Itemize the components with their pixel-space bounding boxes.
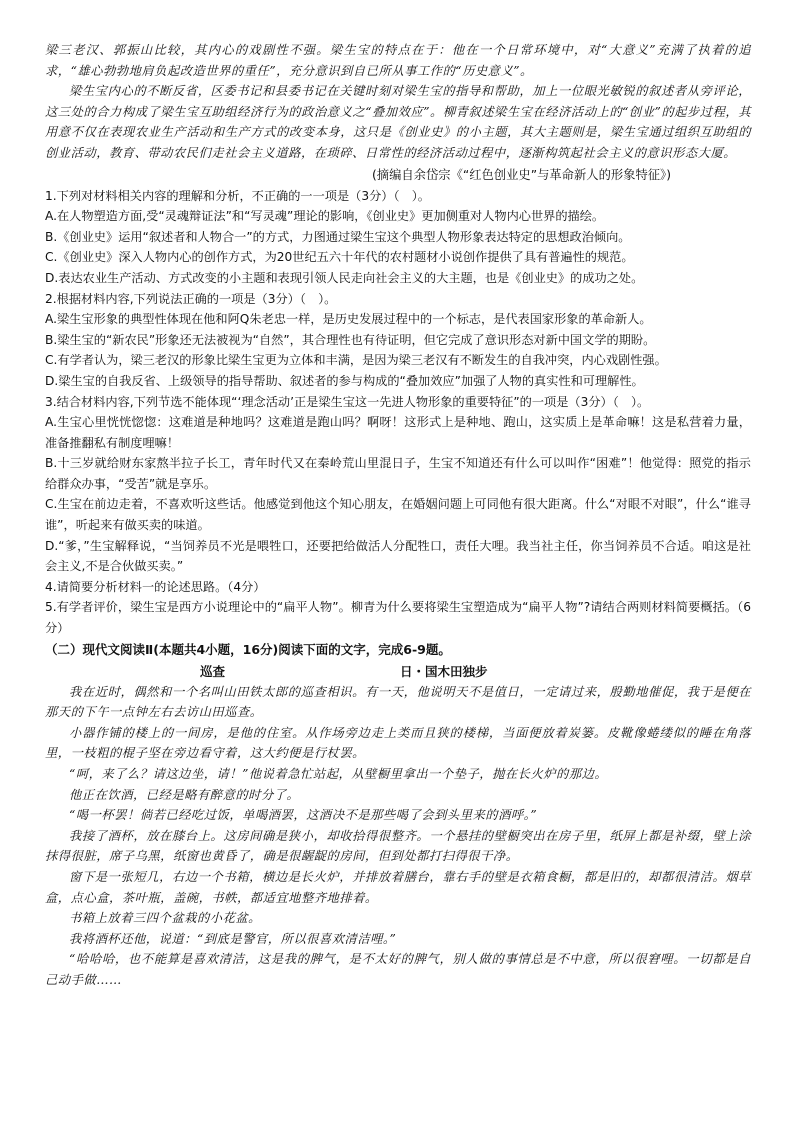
question-3-stem: 3.结合材料内容,下列节选不能体现“‘理念活动’正是梁生宝这一先进人物形象的重要特征”的一项是（3分）（ ）。 — [45, 394, 650, 409]
question-2-stem: 2.根据材料内容,下列说法正确的一项是（3分）（ ）。 — [45, 291, 337, 306]
question-3-option-b: B.十三岁就给财东家熬半拉子长工，青年时代又在秦岭荒山里混日子，生宝不知道还有什么可以叫作“困难”！他觉得：照党的指示给群众办事，“受苦”就是享乐。 — [45, 456, 751, 491]
question-1-option-c: C.《创业史》深入人物内心的创作方式，为20世纪五六十年代的农村题材小说创作提供了具有普遍性的规范。 — [45, 250, 634, 265]
question-2-option-b: B.梁生宝的“新农民”形象还无法被视为“自然”，其合理性也有待证明，但它完成了意识形态对新中国文学的期盼。 — [45, 332, 656, 347]
story-para-5: “喝一杯罢！倘若已经吃过饭，单喝酒罢，这酒决不是那些喝了会到头里来的酒呼。” — [69, 808, 538, 823]
exam-page — [45, 40, 751, 991]
story-para-7: 窗下是一张短几，右边一个书箱，横边是长火炉，并排放着膳台，靠右手的壁是衣箱食橱，都是旧的，却都很清洁。烟草盒，点心盒，茶叶瓶，盖碗，书帙，都适宜地整齐地排着。 — [45, 869, 751, 905]
passage1-para2: 梁生宝内心的不断反省，区委书记和县委书记在关键时刻对梁生宝的指导和帮助，加上一位眼光敏锐的叙述者从旁评论，这三处的合力构成了梁生宝互助组经济行为的政治意义之“叠加效应”。柳青叙述梁生宝在经济活动上的“创业”的起步过程，其用意不仅在表现农业生产活动和生产方式的改变本身，这只是《创业史》的小主题，其大主题则是，梁生宝通过组织互助组的创业活动，教育、带动农民们走社会主义道路，在琐碎、日常性的经济活动过程中，逐渐构筑起社会主义的意识形态大厦。 — [45, 84, 751, 160]
question-1-option-d: D.表达农业生产活动、方式改变的小主题和表现引领人民走向社会主义的大主题，也是《创业史》的成功之处。 — [45, 270, 644, 285]
story-para-10: “哈哈哈，也不能算是喜欢清洁，这是我的脾气，是不太好的脾气，别人做的事情总是不中意，所以很窘哩。一切都是自己动手做…… — [45, 952, 751, 987]
question-3-option-a: A.生宝心里恍恍惚惚：这难道是种地吗？这难道是跑山吗？啊呀！这形式上是种地、跑山，这实质上是革命嘛！这是私营着力量，准备推翻私有制度哩嘛！ — [45, 415, 751, 450]
story-para-6: 我接了酒杯，放在膝台上。这房间确是狭小，却收拾得很整齐。一个悬挂的壁橱突出在房子里，纸屏上都是补缀，壁上涂抹得很脏，席子乌黑，纸窗也黄昏了，确是很龌龊的房间，但到处都打扫得很干净。 — [45, 828, 751, 864]
story-para-4: 他正在饮酒，已经是略有醉意的时分了。 — [69, 787, 300, 802]
question-1-stem: 1.下列对材料相关内容的理解和分析，不正确的一一项是（3分）（ ）。 — [45, 188, 430, 203]
passage1-para1: 梁三老汉、郭振山比较，其内心的戏剧性不强。梁生宝的特点在于：他在一个日常环境中，对“大意义”充满了执着的追求，“雄心勃勃地肩负起改造世界的重任”，充分意识到自已所从事工作的“历史意义”。 — [45, 43, 751, 78]
question-2-option-c: C.有学者认为，梁三老汉的形象比梁生宝更为立体和丰满，是因为梁三老汉有不断发生的自我冲突，内心戏剧性强。 — [45, 353, 667, 368]
question-2-option-d: D.梁生宝的自我反省、上级领导的指导帮助、叙述者的参与构成的“叠加效应”加强了人物的真实性和可理解性。 — [45, 373, 644, 388]
story-para-8: 书箱上放着三四个盆栽的小花盆。 — [69, 911, 261, 926]
question-1-option-a: A.在人物塑造方面,受“灵魂辩证法”和“写灵魂”理论的影响，《创业史》更加侧重对人物内心世界的描绘。 — [45, 209, 605, 224]
story-author: 日・国木田独步 — [400, 663, 488, 679]
question-4-stem: 4.请简要分析材料一的论述思路。（4分） — [45, 579, 266, 594]
story-para-2: 小器作铺的楼上的一间房，是他的住室。从作场旁边走上类而且狭的楼梯，当面便放着炭篓。皮靴像蜷缕似的睡在角落里，一枝粗的棍子坚在旁边看守着，这大约便是行杖罢。 — [45, 725, 751, 761]
question-3-option-d: D.“爹，”生宝解释说，“当饲养员不光是喂牲口，还要把给做活人分配牲口，责任大哩。我当社主任，你当饲养员不合适。咱这是社会主义,不是合伙做买卖。” — [45, 538, 751, 574]
question-1-option-b: B.《创业史》运用“叙述者和人物合一”的方式，力图通过梁生宝这个典型人物形象表达特定的思想政治倾向。 — [45, 229, 631, 244]
story-para-9: 我将酒杯还他，说道：“到底是警官，所以很喜欢清洁哩。” — [69, 931, 397, 946]
story-title: 巡查 — [200, 663, 226, 679]
question-5-stem: 5.有学者评价，梁生宝是西方小说理论中的“扁平人物”。柳青为什么要将梁生宝塑造成为“扁平人物”?请结合两则材料简要概括。（6分） — [45, 600, 751, 636]
question-3-option-c: C.生宝在前边走着，不喜欢听这些话。他感觉到他这个知心朋友，在婚姻问题上可同他有很大距离。什么“对眼不对眼”，什么“谁寻谁”，听起来有做买卖的味道。 — [45, 497, 751, 533]
passage1-source: (摘编自余岱宗《“红色创业史”与革命新人的形象特征》) — [371, 167, 671, 182]
story-para-1: 我在近时，偶然和一个名叫山田铁太郎的巡查相识。有一天，他说明天不是值日，一定请过来，殷勤地催促，我于是便在那天的下午一点钟左右去访山田巡查。 — [45, 684, 751, 720]
story-para-3: “呵，来了么？请这边坐，请！”他说着急忙站起，从壁橱里拿出一个垫子，抛在长火炉的那边。 — [69, 767, 608, 781]
question-2-option-a: A.梁生宝形象的典型性体现在他和阿Q朱老忠一样，是历史发展过程中的一个标志，是代表国家形象的革命新人。 — [45, 312, 652, 327]
section2-heading: （二）现代文阅读Ⅱ(本题共4小题，16分)阅读下面的文字，完成6-9题。 — [45, 641, 451, 657]
story-title-row — [45, 660, 751, 682]
